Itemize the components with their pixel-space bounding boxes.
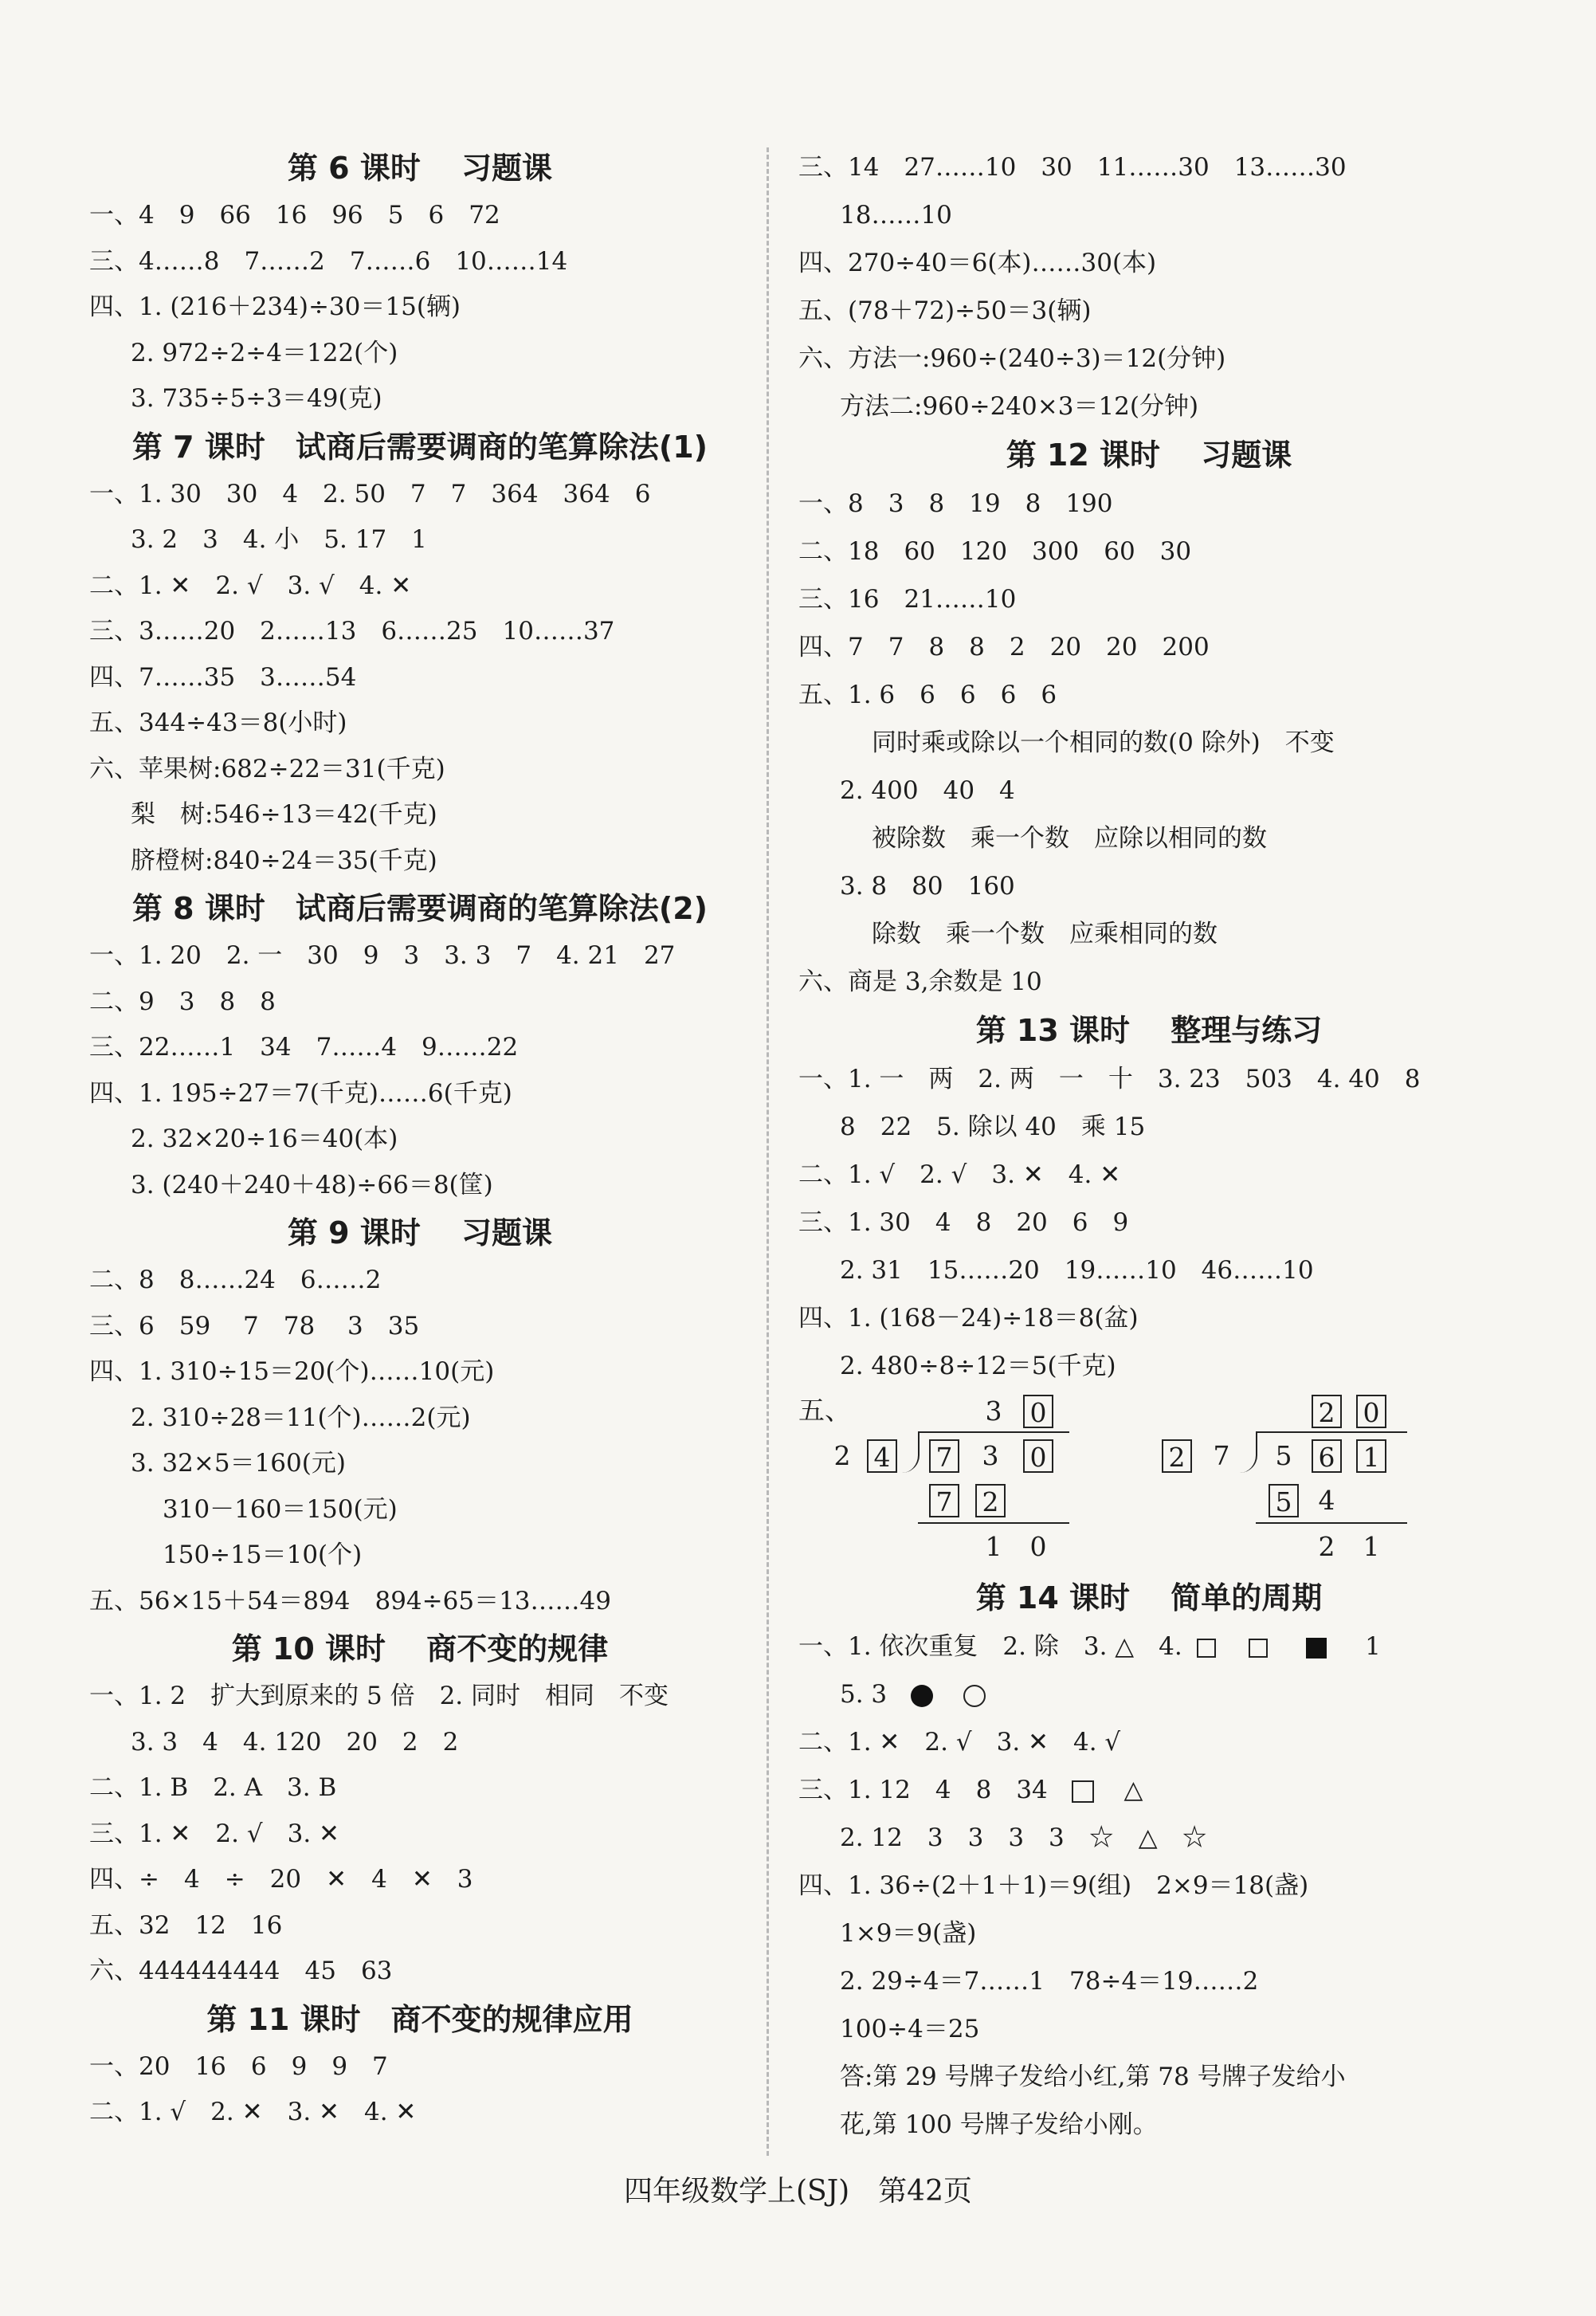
answer-line: 二、1. ✕ 2. √ 3. √ 4. ✕ (89, 571, 412, 600)
answer-line: 梨 树:546÷13＝42(千克) (131, 800, 437, 829)
answer-line: 2. 32×20÷16＝40(本) (131, 1125, 398, 1153)
divisor-digit-box: 2 (1162, 1439, 1192, 1473)
answer-line: 310－160＝150(元) (163, 1494, 398, 1524)
answer-line: 六、444444444 45 63 (89, 1957, 393, 1985)
answer-line: 方法二:960÷240×3＝12(分钟) (840, 392, 1199, 421)
open-square-icon (1072, 1780, 1094, 1803)
filled-circle-icon (911, 1685, 933, 1707)
answer-text: 三、1. 12 4 8 34 (798, 1776, 1048, 1804)
long-division-figures (798, 1390, 1500, 1573)
answer-line: 三、14 27……10 30 11……30 13……30 (798, 153, 1347, 182)
open-square-icon (1197, 1639, 1216, 1658)
answer-line: 脐橙树:840÷24＝35(千克) (131, 846, 437, 875)
remainder-digit: 2 (1318, 1531, 1335, 1562)
remainder-digit: 1 (1363, 1531, 1380, 1562)
divisor-digit-box: 4 (867, 1439, 897, 1473)
answer-line: 8 22 5. 除以 40 乘 15 (840, 1113, 1146, 1141)
open-circle-icon (963, 1685, 986, 1707)
answer-line: 18……10 (840, 201, 952, 230)
filled-square-icon (1306, 1638, 1327, 1658)
answer-line: 2. 310÷28＝11(个)……2(元) (131, 1403, 471, 1432)
answer-line: 二、9 3 8 8 (89, 987, 276, 1016)
answer-text: 一、1. 依次重复 2. 除 3. △ 4. (798, 1632, 1182, 1661)
section-title-lesson-11: 第 11 课时 商不变的规律应用 (206, 2001, 633, 2037)
answer-line: 五、344÷43＝8(小时) (89, 709, 347, 737)
answer-line: 六、商是 3,余数是 10 (798, 968, 1042, 996)
answer-line: 二、1. B 2. A 3. B (89, 1773, 337, 1802)
subtraction-line (918, 1522, 1069, 1524)
answer-line: 1×9＝9(盏) (840, 1919, 977, 1948)
answer-line: 五、56×15＋54＝894 894÷65＝13……49 (89, 1586, 611, 1615)
section-title-lesson-10: 第 10 课时 商不变的规律 (231, 1631, 609, 1666)
answer-text: 5. 3 (840, 1680, 888, 1709)
open-square-icon (1249, 1639, 1268, 1658)
answer-line: 三、6 59 7 78 3 35 (89, 1311, 420, 1341)
answer-line: 四、÷ 4 ÷ 20 ✕ 4 ✕ 3 (89, 1865, 473, 1894)
answer-line: 2. 480÷8÷12＝5(千克) (840, 1352, 1116, 1380)
answer-line: 3. 735÷5÷3＝49(克) (131, 384, 382, 413)
divisor-digit: 7 (1213, 1440, 1230, 1471)
answer-line: 3. (240＋240＋48)÷66＝8(筐) (131, 1170, 493, 1199)
answer-line: 二、18 60 120 300 60 30 (798, 537, 1192, 566)
answer-line: 三、4……8 7……2 7……6 10……14 (89, 246, 568, 276)
section-title-lesson-14: 第 14 课时 简单的周期 (975, 1580, 1323, 1615)
answer-line: 2. 31 15……20 19……10 46……10 (840, 1256, 1314, 1285)
section-title-lesson-7: 第 7 课时 试商后需要调商的笔算除法(1) (131, 429, 708, 465)
dividend-digit: 3 (982, 1440, 999, 1471)
dividend-digit-box: 1 (1356, 1439, 1386, 1473)
answer-line: 二、8 8……24 6……2 (89, 1266, 382, 1294)
quotient-digit-box: 0 (1356, 1395, 1386, 1428)
section-title-lesson-9: 第 9 课时 习题课 (287, 1215, 553, 1250)
answer-line: 一、1. 2 扩大到原来的 5 倍 2. 同时 相同 不变 (89, 1682, 669, 1710)
answer-line: 一、1. 20 2. 一 30 9 3 3. 3 7 4. 21 27 (89, 941, 676, 970)
answer-line: 一、4 9 66 16 96 5 6 72 (89, 201, 500, 230)
division-bracket (1238, 1431, 1257, 1473)
answer-line: 五、32 12 16 (89, 1910, 283, 1940)
answer-line: 2. 12 3 3 3 3 ☆ △ ☆ (840, 1823, 1207, 1852)
section-title-lesson-8: 第 8 课时 试商后需要调商的笔算除法(2) (131, 891, 708, 926)
answer-line: 四、7 7 8 8 2 20 20 200 (798, 633, 1210, 661)
product-digit-box: 2 (975, 1484, 1006, 1517)
triangle-icon: △ (1123, 1776, 1143, 1804)
answer-line: 四、1. (216＋234)÷30＝15(辆) (89, 292, 461, 321)
answer-line (798, 1670, 1500, 1718)
answer-paragraph (798, 2053, 1500, 2149)
division-bracket (900, 1431, 920, 1473)
section-title-lesson-12: 第 12 课时 习题课 (1006, 438, 1292, 473)
answer-line (798, 1766, 1500, 1814)
answer-line: 三、22……1 34 7……4 9……22 (89, 1033, 519, 1062)
dividend-digit: 5 (1275, 1440, 1292, 1471)
answer-line: 四、1. 36÷(2＋1＋1)＝9(组) 2×9＝18(盏) (798, 1871, 1309, 1900)
answer-line: 六、方法一:960÷(240÷3)＝12(分钟) (798, 344, 1226, 373)
answer-line: 3. 32×5＝160(元) (131, 1449, 346, 1478)
answer-line: 一、20 16 6 9 9 7 (89, 2051, 388, 2081)
answer-line: 二、1. √ 2. √ 3. ✕ 4. ✕ (798, 1160, 1121, 1189)
answer-line: 被除数 乘一个数 应除以相同的数 (872, 824, 1267, 853)
division-bar (918, 1431, 1069, 1433)
answer-line: 150÷15＝10(个) (163, 1541, 363, 1569)
dividend-digit-box: 7 (929, 1439, 959, 1473)
page-footer: 四年级数学上(SJ) 第42页 (624, 2175, 972, 2208)
answer-line: 二、1. √ 2. ✕ 3. ✕ 4. ✕ (89, 2098, 417, 2126)
remainder-digit: 1 (985, 1531, 1002, 1562)
answer-line: 一、8 3 8 19 8 190 (798, 489, 1113, 518)
quotient-digit-box: 0 (1023, 1395, 1053, 1428)
answer-line: 3. 2 3 4. 小 5. 17 1 (131, 525, 427, 554)
answer-line: 除数 乘一个数 应乘相同的数 (872, 920, 1218, 948)
answer-line: 三、16 21……10 (798, 585, 1017, 614)
answer-text: 1 (1365, 1632, 1381, 1661)
answer-line: 四、1. 310÷15＝20(个)……10(元) (89, 1357, 495, 1386)
answer-line: 三、1. ✕ 2. √ 3. ✕ (89, 1819, 339, 1848)
answer-text: 花,第 100 号牌子发给小刚。 (840, 2110, 1158, 2139)
divisor-digit: 2 (833, 1440, 851, 1471)
answer-line: 3. 3 4 4. 120 20 2 2 (131, 1727, 459, 1757)
quotient-digit-box: 2 (1312, 1395, 1342, 1428)
section-title-lesson-6: 第 6 课时 习题课 (287, 151, 553, 186)
remainder-digit: 0 (1029, 1531, 1047, 1562)
right-column (798, 143, 1500, 2149)
product-digit: 4 (1318, 1485, 1335, 1516)
answer-line: 三、1. 30 4 8 20 6 9 (798, 1208, 1129, 1237)
column-divider (767, 147, 769, 2156)
answer-line: 五、1. 6 6 6 6 6 (798, 681, 1057, 709)
product-digit-box: 7 (929, 1484, 959, 1517)
answer-line: 六、苹果树:682÷22＝31(千克) (89, 754, 445, 783)
answer-line: 2. 400 40 4 (840, 776, 1015, 805)
answer-line: 三、3……20 2……13 6……25 10……37 (89, 617, 615, 646)
answer-line: 3. 8 80 160 (840, 872, 1015, 901)
answer-line: 四、7……35 3……54 (89, 662, 357, 692)
answer-line: 2. 29÷4＝7……1 78÷4＝19……2 (840, 1967, 1259, 1996)
dividend-digit-box: 6 (1312, 1439, 1342, 1473)
answer-line: 100÷4＝25 (840, 2015, 980, 2043)
question-label: 五、 (798, 1395, 851, 1426)
answer-line: 同时乘或除以一个相同的数(0 除外) 不变 (872, 728, 1335, 757)
dividend-digit-box: 0 (1023, 1439, 1053, 1473)
left-column (89, 143, 751, 2136)
answer-line (798, 1623, 1500, 1670)
section-title-lesson-13: 第 13 课时 整理与练习 (975, 1013, 1323, 1048)
answer-line: 二、1. ✕ 2. √ 3. ✕ 4. √ (798, 1728, 1121, 1757)
answer-line: 五、(78＋72)÷50＝3(辆) (798, 296, 1092, 325)
answer-line: 四、1. 195÷27＝7(千克)……6(千克) (89, 1078, 512, 1108)
answer-line: 四、270÷40＝6(本)……30(本) (798, 249, 1157, 277)
answer-line: 一、1. 30 30 4 2. 50 7 7 364 364 6 (89, 479, 651, 508)
answer-line: 一、1. 一 两 2. 两 一 十 3. 23 503 4. 40 8 (798, 1065, 1421, 1093)
answer-text: 答:第 29 号牌子发给小红,第 78 号牌子发给小 (840, 2063, 1346, 2091)
quotient-digit: 3 (985, 1395, 1002, 1427)
subtraction-line (1256, 1522, 1407, 1524)
product-digit-box: 5 (1269, 1484, 1299, 1517)
answer-line: 2. 972÷2÷4＝122(个) (131, 338, 398, 367)
answer-line: 四、1. (168－24)÷18＝8(盆) (798, 1304, 1139, 1333)
division-bar (1256, 1431, 1407, 1433)
